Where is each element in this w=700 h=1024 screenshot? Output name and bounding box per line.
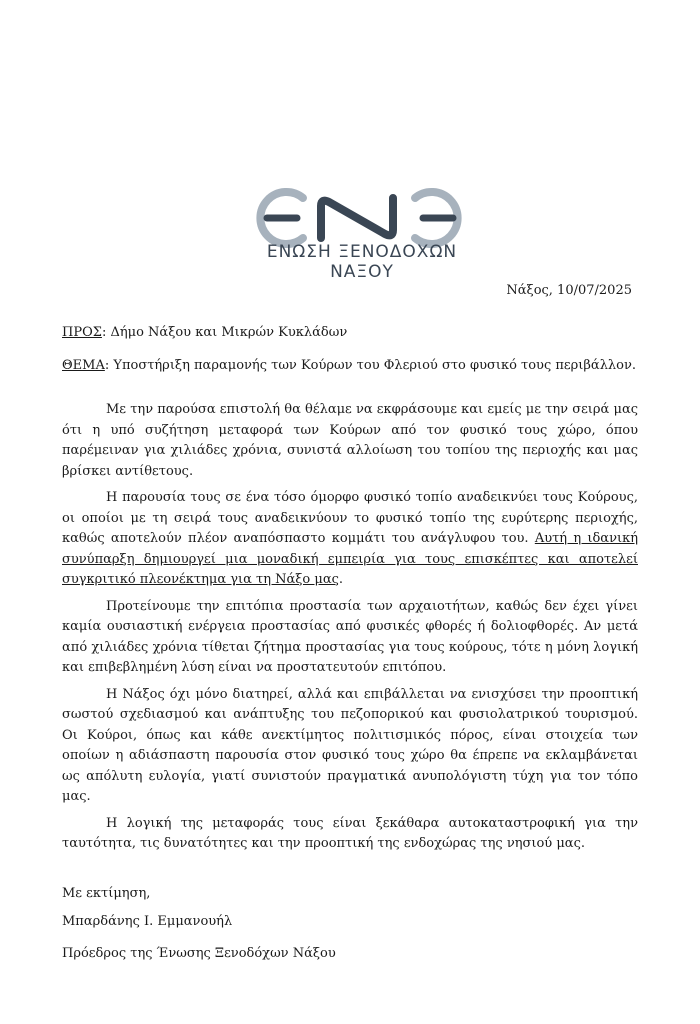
subject-label: ΘΕΜΑ bbox=[62, 358, 105, 373]
union-logo bbox=[225, 178, 500, 283]
recipient-line bbox=[62, 325, 347, 340]
paragraph-2-text: Η παρουσία τους σε ένα τόσο όμορφο φυσικό τοπίο αναδεικνύει τους Κούρους, οι οποίοι με τη σειρά τους αναδεικνύουν το φυσικό τοπίο της ευρύτερης περιοχής, καθώς αποτελούν πλέον αναπόσπαστο κομμάτι του ανάγλυφου του. bbox=[62, 490, 638, 546]
paragraph-3: Προτείνουμε την επιτόπια προστασία των αρχαιοτήτων, καθώς δεν έχει γίνει καμία ουσιαστική ενέργεια προστασίας από φυσικές φθορές ή δολιοφθορές. Αν μετά από χιλιάδες χρόνια τίθεται ζήτημα προστασίας για τους κούρους, τότε η μόνη λογική και επιβεβλημένη λύση είναι να προστατευτούν επιτόπου. bbox=[62, 598, 638, 675]
letter-body bbox=[62, 400, 638, 861]
recipient-text: : Δήμο Νάξου και Μικρών Κυκλάδων bbox=[101, 325, 348, 340]
subject-line bbox=[62, 358, 636, 373]
logo-line-2: ΝΑΞΟΥ bbox=[330, 262, 394, 282]
paragraph-2-underlined: Αυτή η ιδανική συνύπαρξη δημιουργεί μια μοναδική εμπειρία για τους επισκέπτες και αποτελεί συγκριτικό πλεονέκτημα για τη Νάξο μας bbox=[62, 531, 638, 587]
paragraph-4: Η Νάξος όχι μόνο διατηρεί, αλλά και επιβάλλεται να ενισχύσει την προοπτική σωστού σχεδιασμού και ανάπτυξης του πεζοπορικού και φυσιολατρικού τουρισμού. Οι Κούροι, όπως και κάθε ανεκτίμητος πολιτισμικός πόρος, είναι στοιχεία των οποίων η αδιάσπαστη παρουσία στον φυσικό τους χώρο θα έπρεπε να εκλαμβάνεται ως απόλυτη ευλογία, γιατί συνιστούν πραγματικά ανυπολόγιστη τύχη για τον τόπο μας. bbox=[62, 686, 638, 804]
signatory-name: Μπαρδάνης Ι. Εμμανουήλ bbox=[62, 914, 233, 929]
logo-line-1: ΕΝΩΣΗ ΞΕΝΟΔΟΧΩΝ bbox=[266, 242, 458, 262]
recipient-label: ΠΡΟΣ bbox=[62, 325, 102, 340]
paragraph-2-end: . bbox=[338, 572, 344, 587]
subject-text: : Υποστήριξη παραμονής των Κούρων του Φλεριού στο φυσικό τους περιβάλλον. bbox=[104, 358, 637, 373]
logo-mark bbox=[260, 192, 457, 244]
closing-greeting: Με εκτίμηση, bbox=[62, 886, 151, 901]
paragraph-2 bbox=[62, 488, 638, 591]
signatory-title: Πρόεδρος της Ένωσης Ξενοδόχων Νάξου bbox=[62, 946, 336, 961]
paragraph-1: Με την παρούσα επιστολή θα θέλαμε να εκφράσουμε και εμείς με την σειρά μας ότι η υπό συζήτηση μεταφορά των Κούρων από τον φυσικό τους χώρο, όπου παρέμειναν για χιλιάδες χρόνια, συνιστά αλλοίωση του τοπίου της περιοχής και μας βρίσκει αντίθετους. bbox=[62, 402, 638, 479]
letter-date: Νάξος, 10/07/2025 bbox=[506, 283, 632, 298]
paragraph-5: Η λογική της μεταφοράς τους είναι ξεκάθαρα αυτοκαταστροφική για την ταυτότητα, τις δυνατότητες και την προοπτική της ενδοχώρας της νησιού μας. bbox=[62, 815, 638, 851]
